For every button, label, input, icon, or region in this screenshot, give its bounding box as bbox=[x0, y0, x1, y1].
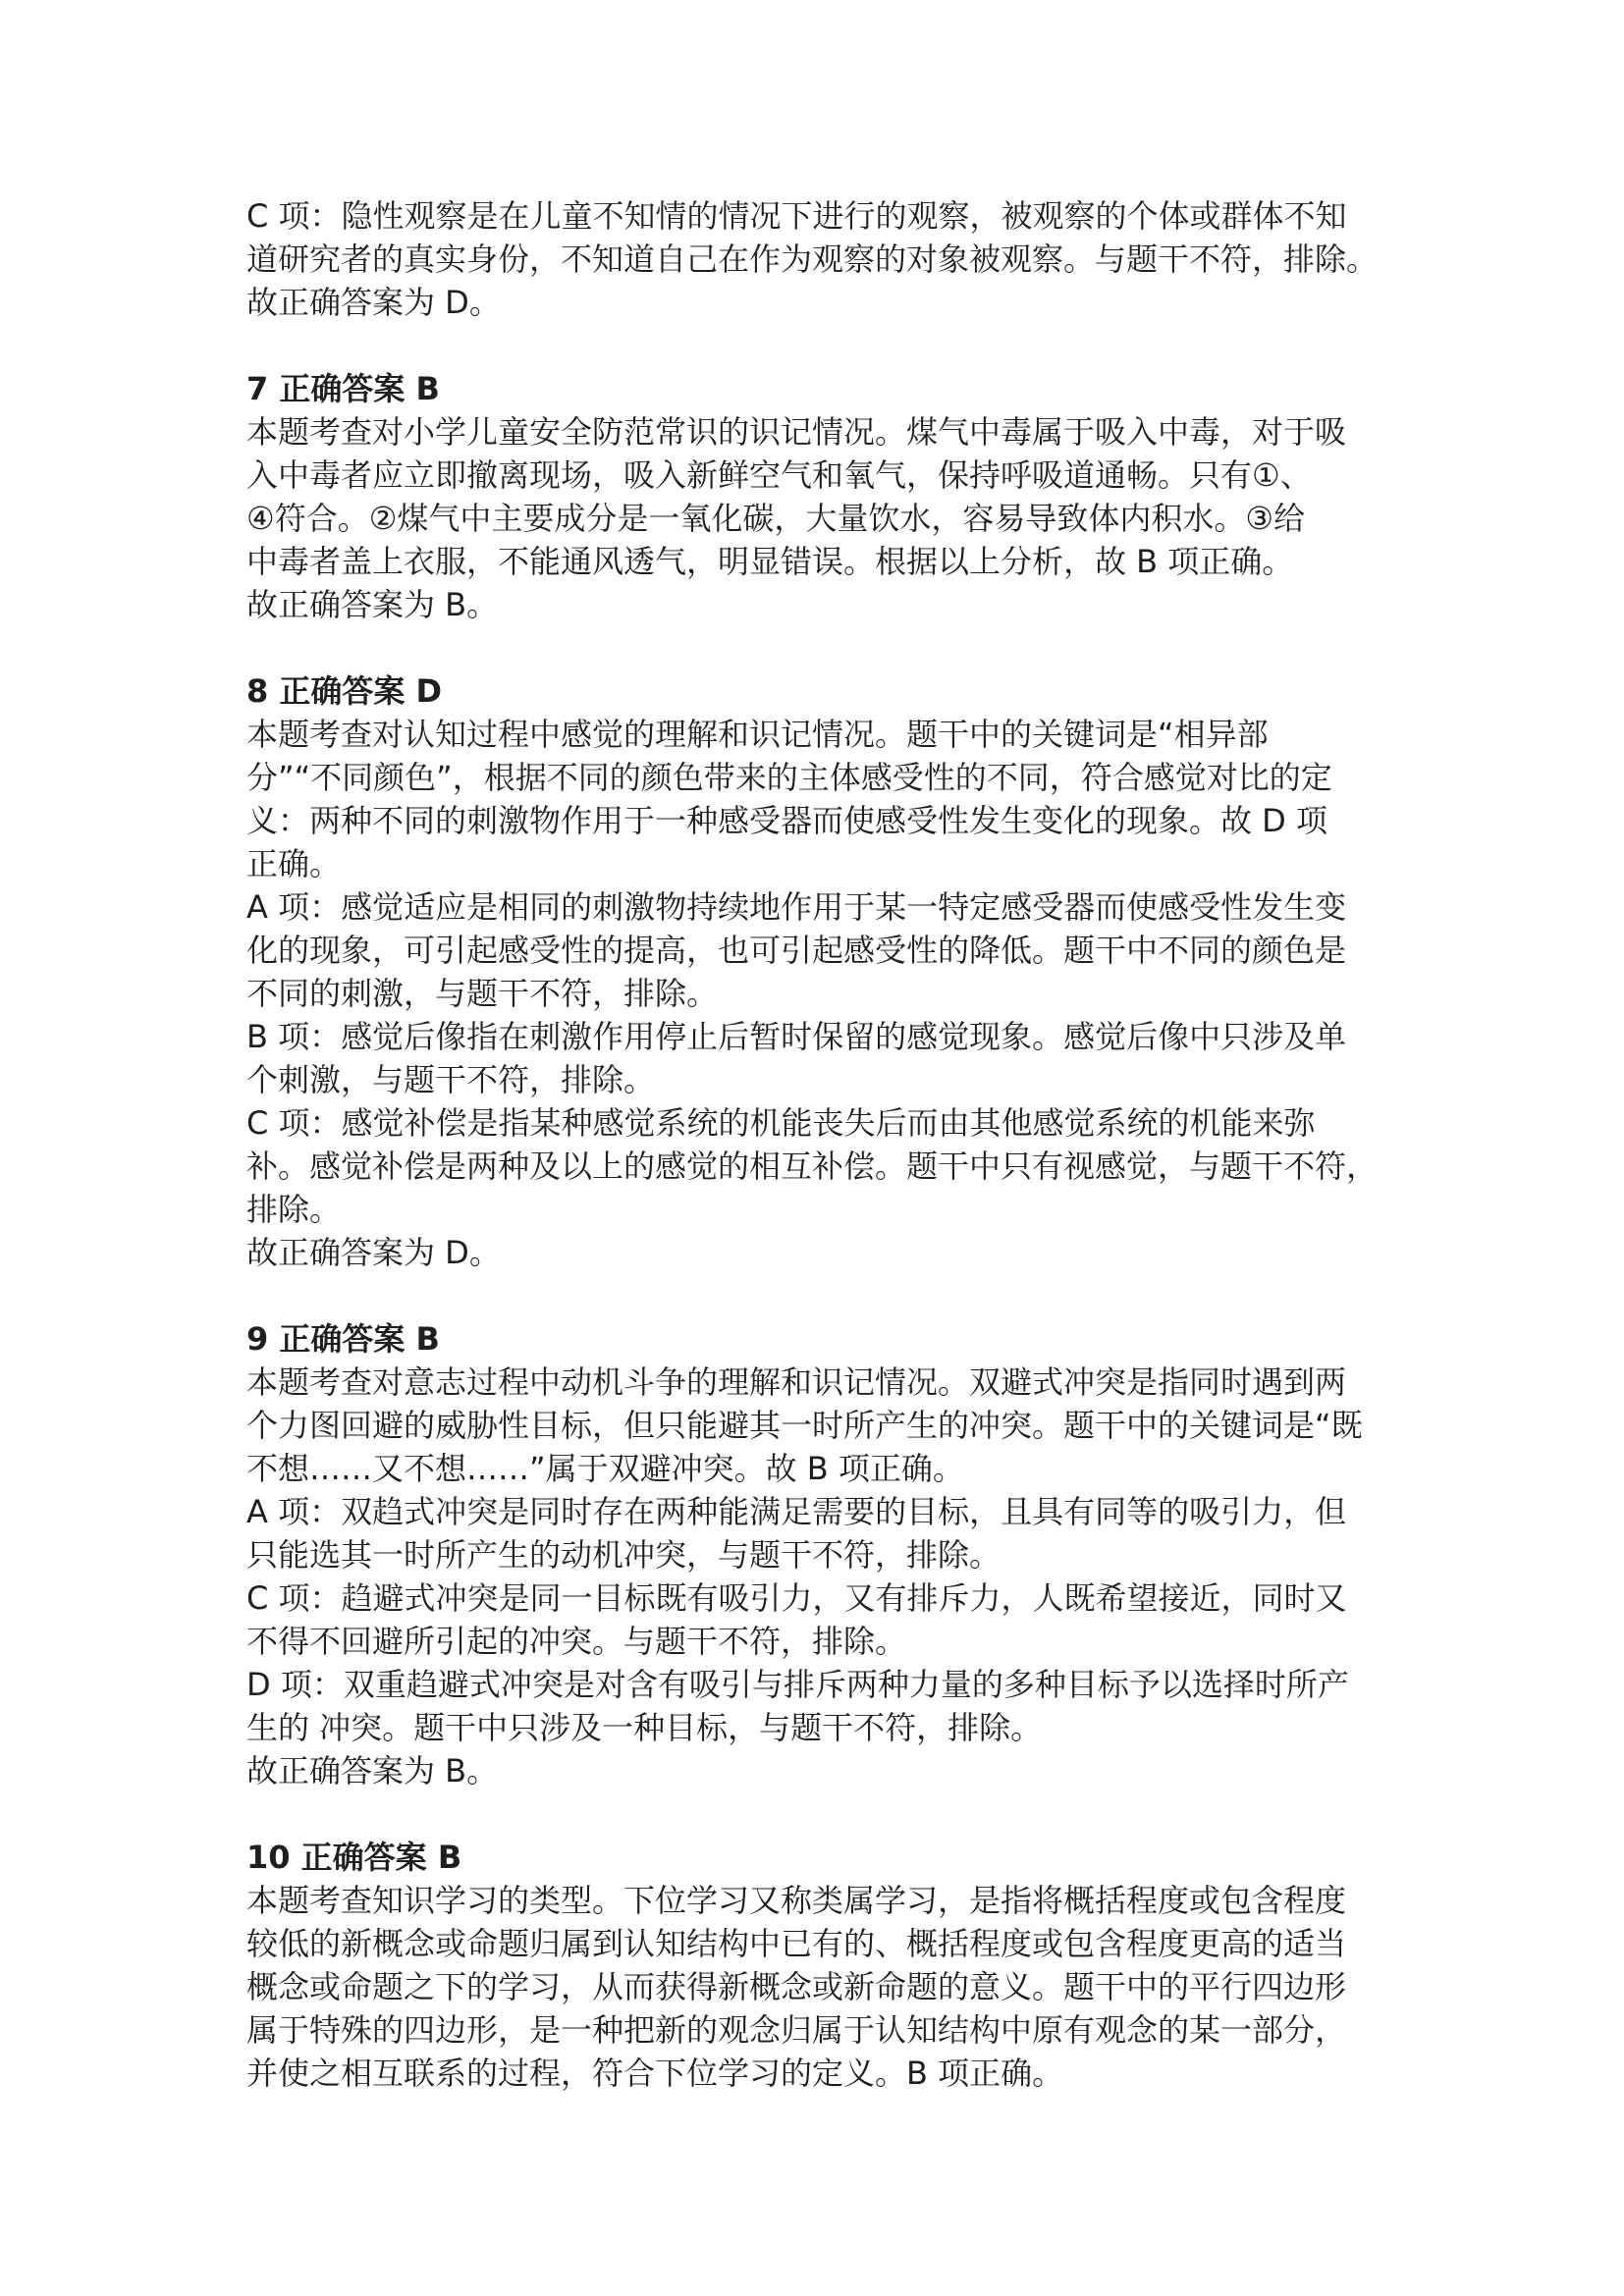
text-line: 属于特殊的四边形，是一种把新的观念归属于认知结构中原有观念的某一部分， bbox=[246, 2011, 1347, 2049]
explanation-paragraph bbox=[246, 1749, 1395, 1792]
answer-heading: 9 正确答案 B bbox=[246, 1320, 440, 1358]
text-line: 入中毒者应立即撤离现场，吸入新鲜空气和氧气，保持呼吸道通畅。只有①、 bbox=[246, 456, 1312, 494]
text-line: 概念或命题之下的学习，从而获得新概念或新命题的意义。题干中的平行四边形 bbox=[246, 1968, 1347, 2005]
explanation-paragraph bbox=[246, 1101, 1395, 1231]
text-line: C 项：感觉补偿是指某种感觉系统的机能丧失后而由其他感觉系统的机能来弥 bbox=[246, 1104, 1316, 1142]
answer-section bbox=[246, 194, 1395, 324]
text-line: B 项：感觉后像指在刺激作用停止后暂时保留的感觉现象。感觉后像中只涉及单 bbox=[246, 1018, 1347, 1055]
text-line: C 项：趋避式冲突是同一目标既有吸引力，又有排斥力，人既希望接近，同时又 bbox=[246, 1579, 1347, 1617]
text-line: 个力图回避的威胁性目标，但只能避其一时所产生的冲突。题干中的关键词是“既 bbox=[246, 1407, 1363, 1444]
explanation-paragraph bbox=[246, 1879, 1395, 2095]
text-line: 道研究者的真实身份，不知道自己在作为观察的对象被观察。与题干不符，排除。 bbox=[246, 240, 1379, 278]
text-line: 本题考查对意志过程中动机斗争的理解和识记情况。双避式冲突是指同时遇到两 bbox=[246, 1363, 1347, 1401]
explanation-paragraph bbox=[246, 1576, 1395, 1663]
text-line: 个刺激，与题干不符，排除。 bbox=[246, 1061, 656, 1098]
answer-section bbox=[246, 1836, 1395, 2095]
text-line: 本题考查对认知过程中感觉的理解和识记情况。题干中的关键词是“相异部 bbox=[246, 716, 1269, 753]
answer-heading: 10 正确答案 B bbox=[246, 1839, 462, 1876]
text-line: 补。感觉补偿是两种及以上的感觉的相互补偿。题干中只有视感觉，与题干不符， bbox=[246, 1148, 1379, 1185]
answer-section bbox=[246, 1317, 1395, 1792]
text-line: 故正确答案为 D。 bbox=[246, 1234, 501, 1271]
text-line: 本题考查知识学习的类型。下位学习又称类属学习，是指将概括程度或包含程度 bbox=[246, 1882, 1347, 1919]
explanation-paragraph bbox=[246, 281, 1395, 324]
explanation-paragraph bbox=[246, 1663, 1395, 1749]
text-line: 不想……又不想……”属于双避冲突。故 B 项正确。 bbox=[246, 1450, 964, 1487]
text-line: 较低的新概念或命题归属到认知结构中已有的、概括程度或包含程度更高的适当 bbox=[246, 1925, 1347, 1962]
text-line: 中毒者盖上衣服，不能通风透气，明显错误。根据以上分析，故 B 项正确。 bbox=[246, 543, 1294, 580]
text-line: ④符合。②煤气中主要成分是一氧化碳，大量饮水，容易导致体内积水。③给 bbox=[246, 500, 1306, 537]
text-line: 本题考查对小学儿童安全防范常识的识记情况。煤气中毒属于吸入中毒，对于吸 bbox=[246, 413, 1347, 451]
text-line: 不同的刺激，与题干不符，排除。 bbox=[246, 975, 719, 1012]
text-line: 故正确答案为 D。 bbox=[246, 284, 501, 321]
answer-heading: 8 正确答案 D bbox=[246, 672, 443, 710]
text-line: 只能选其一时所产生的动机冲突，与题干不符，排除。 bbox=[246, 1536, 1001, 1574]
text-line: 化的现象，可引起感受性的提高，也可引起感受性的降低。题干中不同的颜色是 bbox=[246, 932, 1347, 969]
text-line: C 项：隐性观察是在儿童不知情的情况下进行的观察，被观察的个体或群体不知 bbox=[246, 197, 1347, 235]
text-line: 生的 冲突。题干中只涉及一种目标，与题干不符，排除。 bbox=[246, 1709, 1043, 1746]
explanation-paragraph bbox=[246, 1015, 1395, 1101]
answer-section bbox=[246, 669, 1395, 1274]
text-line: 正确。 bbox=[246, 845, 342, 882]
text-line: 故正确答案为 B。 bbox=[246, 586, 499, 623]
explanation-paragraph bbox=[246, 410, 1395, 583]
text-line: A 项：感觉适应是相同的刺激物持续地作用于某一特定感受器而使感受性发生变 bbox=[246, 888, 1347, 926]
explanation-paragraph bbox=[246, 1490, 1395, 1576]
explanation-paragraph bbox=[246, 583, 1395, 626]
text-line: 故正确答案为 B。 bbox=[246, 1752, 499, 1789]
text-line: D 项：双重趋避式冲突是对含有吸引与排斥两种力量的多种目标予以选择时所产 bbox=[246, 1666, 1349, 1703]
explanation-paragraph bbox=[246, 885, 1395, 1015]
text-line: 并使之相互联系的过程，符合下位学习的定义。B 项正确。 bbox=[246, 2055, 1064, 2092]
text-line: 不得不回避所引起的冲突。与题干不符，排除。 bbox=[246, 1623, 907, 1660]
explanation-paragraph bbox=[246, 713, 1395, 885]
text-line: A 项：双趋式冲突是同时存在两种能满足需要的目标，且具有同等的吸引力，但 bbox=[246, 1493, 1347, 1530]
text-line: 义：两种不同的刺激物作用于一种感受器而使感受性发生变化的现象。故 D 项 bbox=[246, 802, 1327, 839]
explanation-paragraph bbox=[246, 1361, 1395, 1490]
explanation-paragraph bbox=[246, 1231, 1395, 1274]
text-line: 分”“不同颜色”，根据不同的颜色带来的主体感受性的不同，符合感觉对比的定 bbox=[246, 759, 1332, 796]
text-line: 排除。 bbox=[246, 1191, 342, 1228]
answer-heading: 7 正确答案 B bbox=[246, 370, 440, 407]
document-page bbox=[246, 194, 1395, 2138]
answer-section bbox=[246, 367, 1395, 626]
explanation-paragraph bbox=[246, 194, 1395, 281]
